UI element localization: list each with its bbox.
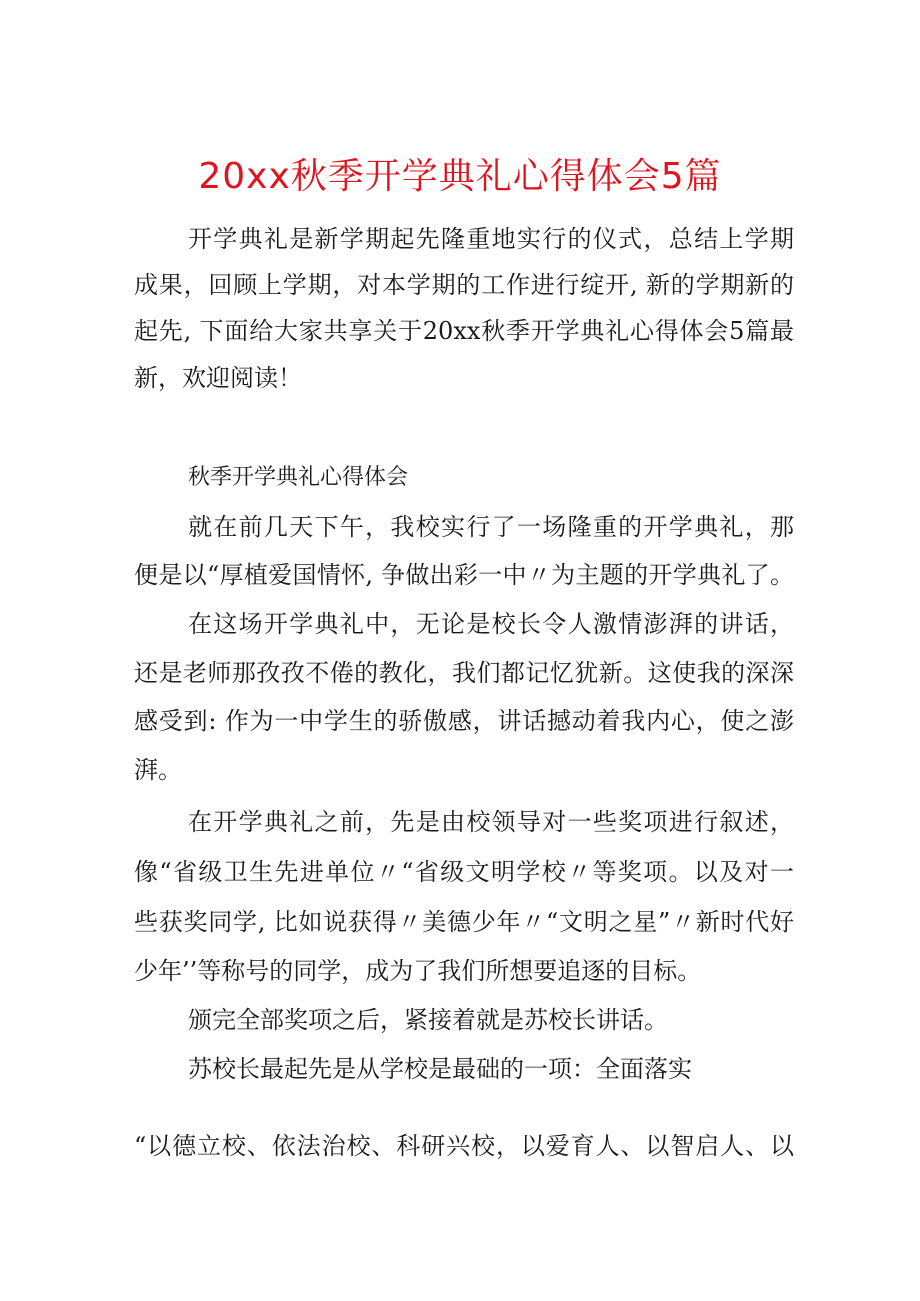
document-title: 20xx秋季开学典礼心得体会5篇 (198, 156, 722, 197)
body-line-11: 颁完全部奖项之后，紧接着就是苏校长讲话。 (188, 1006, 668, 1034)
body-line-1: 就在前几天下午，我校实行了一场隆重的开学典礼，那 (188, 513, 794, 541)
body-line-6: 湃。 (134, 756, 182, 784)
section-heading: 秋季开学典礼心得体会 (188, 465, 409, 490)
body-line-9: 些获奖同学, 比如说获得〃美德少年〃“文明之星”〃新时代好 (134, 908, 794, 936)
body-line-4: 还是老师那孜孜不倦的教化，我们都记忆犹新。这使我的深深 (134, 659, 794, 687)
body-line-3: 在这场开学典礼中，无论是校长令人激情澎湃的讲话， (188, 610, 794, 638)
intro-line-4: 新，欢迎阅读！ (134, 364, 302, 392)
body-line-7: 在开学典礼之前，先是由校领导对一些奖项进行叙述， (188, 808, 794, 836)
body-line-5: 感受到: 作为一中学生的骄傲感，讲话撼动着我内心，使之澎 (134, 707, 794, 735)
body-line-2: 便是以“厚植爱国情怀, 争做出彩一中〃为主题的开学典礼了。 (134, 561, 794, 589)
body-line-12: 苏校长最起先是从学校是最础的一项：全面落实 (188, 1055, 692, 1083)
body-line-8: 像“省级卫生先进单位〃“省级文明学校〃等奖项。以及对一 (134, 858, 794, 886)
intro-line-2: 成果，回顾上学期，对本学期的工作进行绽开, 新的学期新的 (134, 271, 794, 299)
body-line-13: “以德立校、依法治校、科研兴校，以爱育人、以智启人、以 (134, 1132, 794, 1160)
body-line-10: 少年’’等称号的同学，成为了我们所想要追逐的目标。 (134, 957, 702, 985)
intro-line-1: 开学典礼是新学期起先隆重地实行的仪式，总结上学期 (188, 225, 794, 253)
intro-line-3: 起先, 下面给大家共享关于20xx秋季开学典礼心得体会5篇最 (134, 317, 794, 345)
